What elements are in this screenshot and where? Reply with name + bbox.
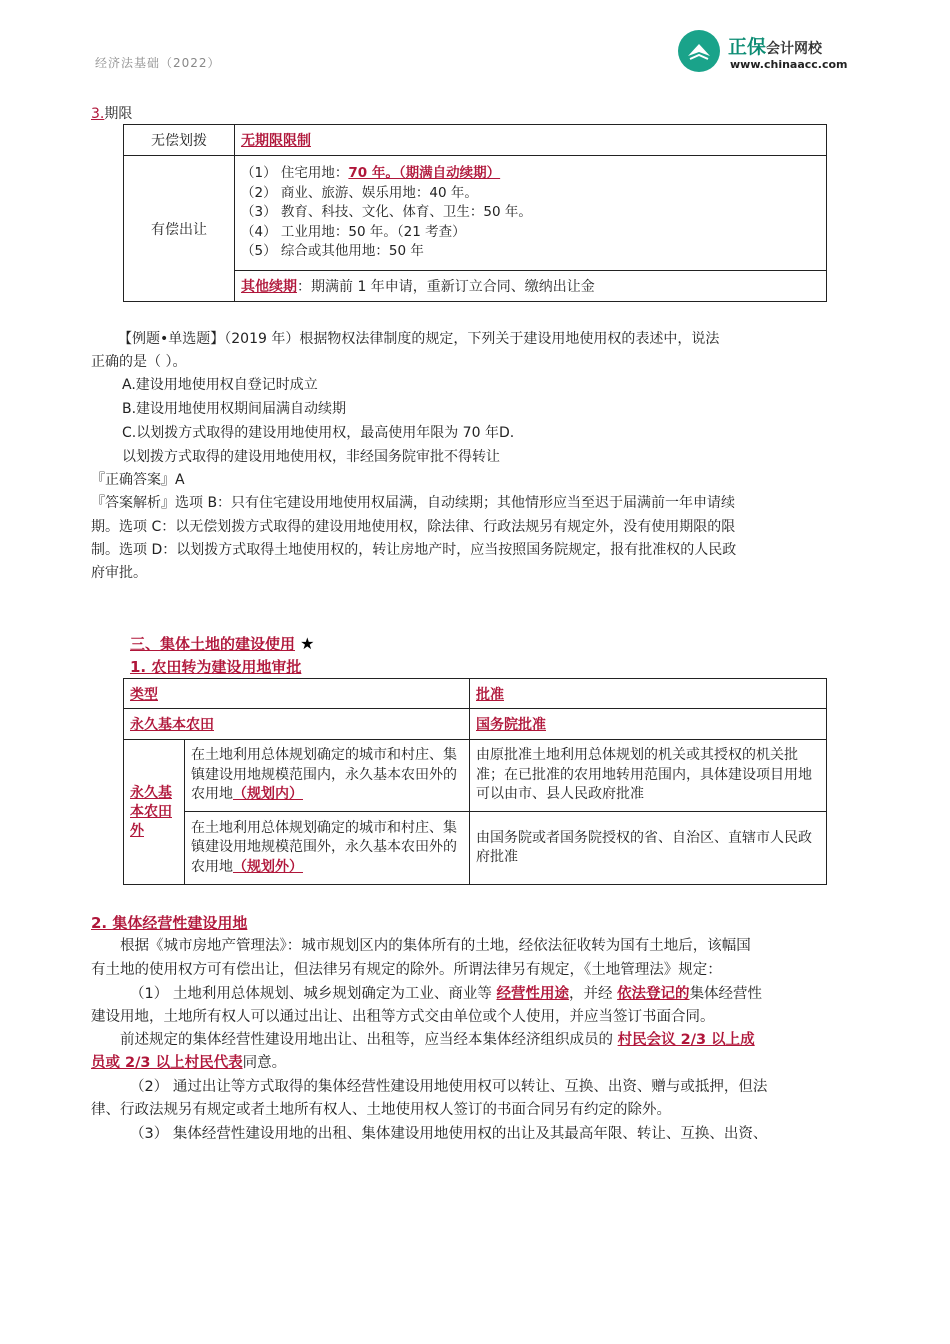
- term-table: [123, 124, 827, 302]
- logo-book-icon: [678, 30, 720, 72]
- paid-transfer-terms: [235, 156, 827, 271]
- renewal-row: 其他续期：期满前 1 年申请，重新订立合同、缴纳出让金: [235, 271, 827, 302]
- paragraph-line: 有土地的使用权方可有偿出让，但法律另有规定的除外。所谓法律另有规定，《土地管理法》规定：: [91, 962, 722, 978]
- outside-plan-approval: 由国务院或者国务院授权的省、自治区、直辖市人民政府批准: [470, 812, 827, 885]
- correct-answer: 『正确答案』A: [91, 472, 185, 488]
- star-icon: ★: [300, 634, 315, 653]
- row-permanent-farmland-approval: 国务院批准: [470, 709, 827, 740]
- analysis-line: 『答案解析』选项 B：只有住宅建设用地使用权届满，自动续期；其他情形应当至迟于届满前一年申请续: [91, 495, 736, 511]
- row-permanent-farmland: 永久基本农田: [124, 709, 470, 740]
- row-label-outside-farmland: 永久基本农田外: [124, 740, 185, 885]
- subsection-collective-land: 2. 集体经营性建设用地: [91, 914, 248, 932]
- paragraph-line: 律、行政法规另有规定或者土地所有权人、土地使用权人签订的书面合同另有约定的除外。: [91, 1102, 671, 1118]
- header-faint-text: 经济法基础（2022）: [95, 56, 221, 70]
- question-stem-line2: 正确的是（ ）。: [91, 354, 187, 370]
- within-plan-approval: 由原批准土地利用总体规划的机关或其授权的机关批准；在已批准的农用地转用范围内，具体建设项目用地可以由市、县人民政府批准: [470, 740, 827, 812]
- paragraph-line: 建设用地，土地所有权人可以通过出让、出租等方式交由单位或个人使用，并应当签订书面合同。: [91, 1009, 715, 1025]
- section-three-heading: 三、集体土地的建设使用 ★: [130, 634, 315, 653]
- option-d: 以划拨方式取得的建设用地使用权，非经国务院审批不得转让: [122, 449, 500, 465]
- term-item: （1） 住宅用地：70 年。（期满自动续期）: [241, 165, 501, 182]
- term-item: （3） 教育、科技、文化、体育、卫生：50 年。: [241, 204, 532, 221]
- row-value-no-limit: 无期限限制: [235, 125, 827, 156]
- header-type: 类型: [124, 679, 470, 709]
- paragraph-line: 员或 2/3 以上村民代表同意。: [91, 1055, 287, 1071]
- analysis-line: 府审批。: [91, 565, 147, 581]
- brand-name: 正保会计网校: [728, 36, 823, 58]
- brand-url: www.chinaacc.com: [730, 58, 848, 71]
- outside-plan-condition: 在土地利用总体规划确定的城市和村庄、集镇建设用地规模范围外，永久基本农田外的农用地（规划外）: [185, 812, 470, 885]
- term-item: （4） 工业用地：50 年。（21 考查）: [241, 223, 466, 240]
- option-b: B.建设用地使用权期间届满自动续期: [122, 401, 347, 417]
- term-section-heading: 3.期限: [91, 106, 133, 122]
- brand-logo[interactable]: [678, 28, 878, 80]
- analysis-line: 制。选项 D：以划拨方式取得土地使用权的，转让房地产时，应当按照国务院规定，报有批准权的人民政: [91, 542, 737, 558]
- term-item: （2） 商业、旅游、娱乐用地：40 年。: [241, 184, 478, 201]
- row-label-paid-transfer: 有偿出让: [124, 156, 235, 302]
- option-a: A.建设用地使用权自登记时成立: [122, 377, 318, 393]
- paragraph-line: （3） 集体经营性建设用地的出租、集体建设用地使用权的出让及其最高年限、转让、互换、出资、: [130, 1126, 768, 1142]
- analysis-line: 期。选项 C：以无偿划拨方式取得的建设用地使用权，除法律、行政法规另有规定外，没有使用期限的限: [91, 519, 736, 535]
- paragraph-line: 根据《城市房地产管理法》：城市规划区内的集体所有的土地，经依法征收转为国有土地后，该幅国: [120, 938, 751, 954]
- term-item: （5） 综合或其他用地：50 年: [241, 243, 424, 260]
- question-stem-line1: 【例题•单选题】（2019 年）根据物权法律制度的规定，下列关于建设用地使用权的表述中，说法: [118, 331, 720, 347]
- paragraph-line: （2） 通过出让等方式取得的集体经营性建设用地使用权可以转让、互换、出资、赠与或抵押，但法: [130, 1079, 768, 1095]
- paragraph-line: （1） 土地利用总体规划、城乡规划确定为工业、商业等 经营性用途，并经 依法登记的集体经营性: [130, 986, 763, 1002]
- option-c: C.以划拨方式取得的建设用地使用权，最高使用年限为 70 年D.: [122, 425, 515, 441]
- header-approval: 批准: [470, 679, 827, 709]
- farmland-approval-table: [123, 678, 827, 885]
- row-label-free-allocation: 无偿划拨: [124, 125, 235, 156]
- within-plan-condition: 在土地利用总体规划确定的城市和村庄、集镇建设用地规模范围内，永久基本农田外的农用地（规划内）: [185, 740, 470, 812]
- paragraph-line: 前述规定的集体经营性建设用地出让、出租等，应当经本集体经济组织成员的 村民会议 2/3 以上成: [120, 1032, 755, 1048]
- subsection-farmland-approval: 1. 农田转为建设用地审批: [130, 658, 302, 676]
